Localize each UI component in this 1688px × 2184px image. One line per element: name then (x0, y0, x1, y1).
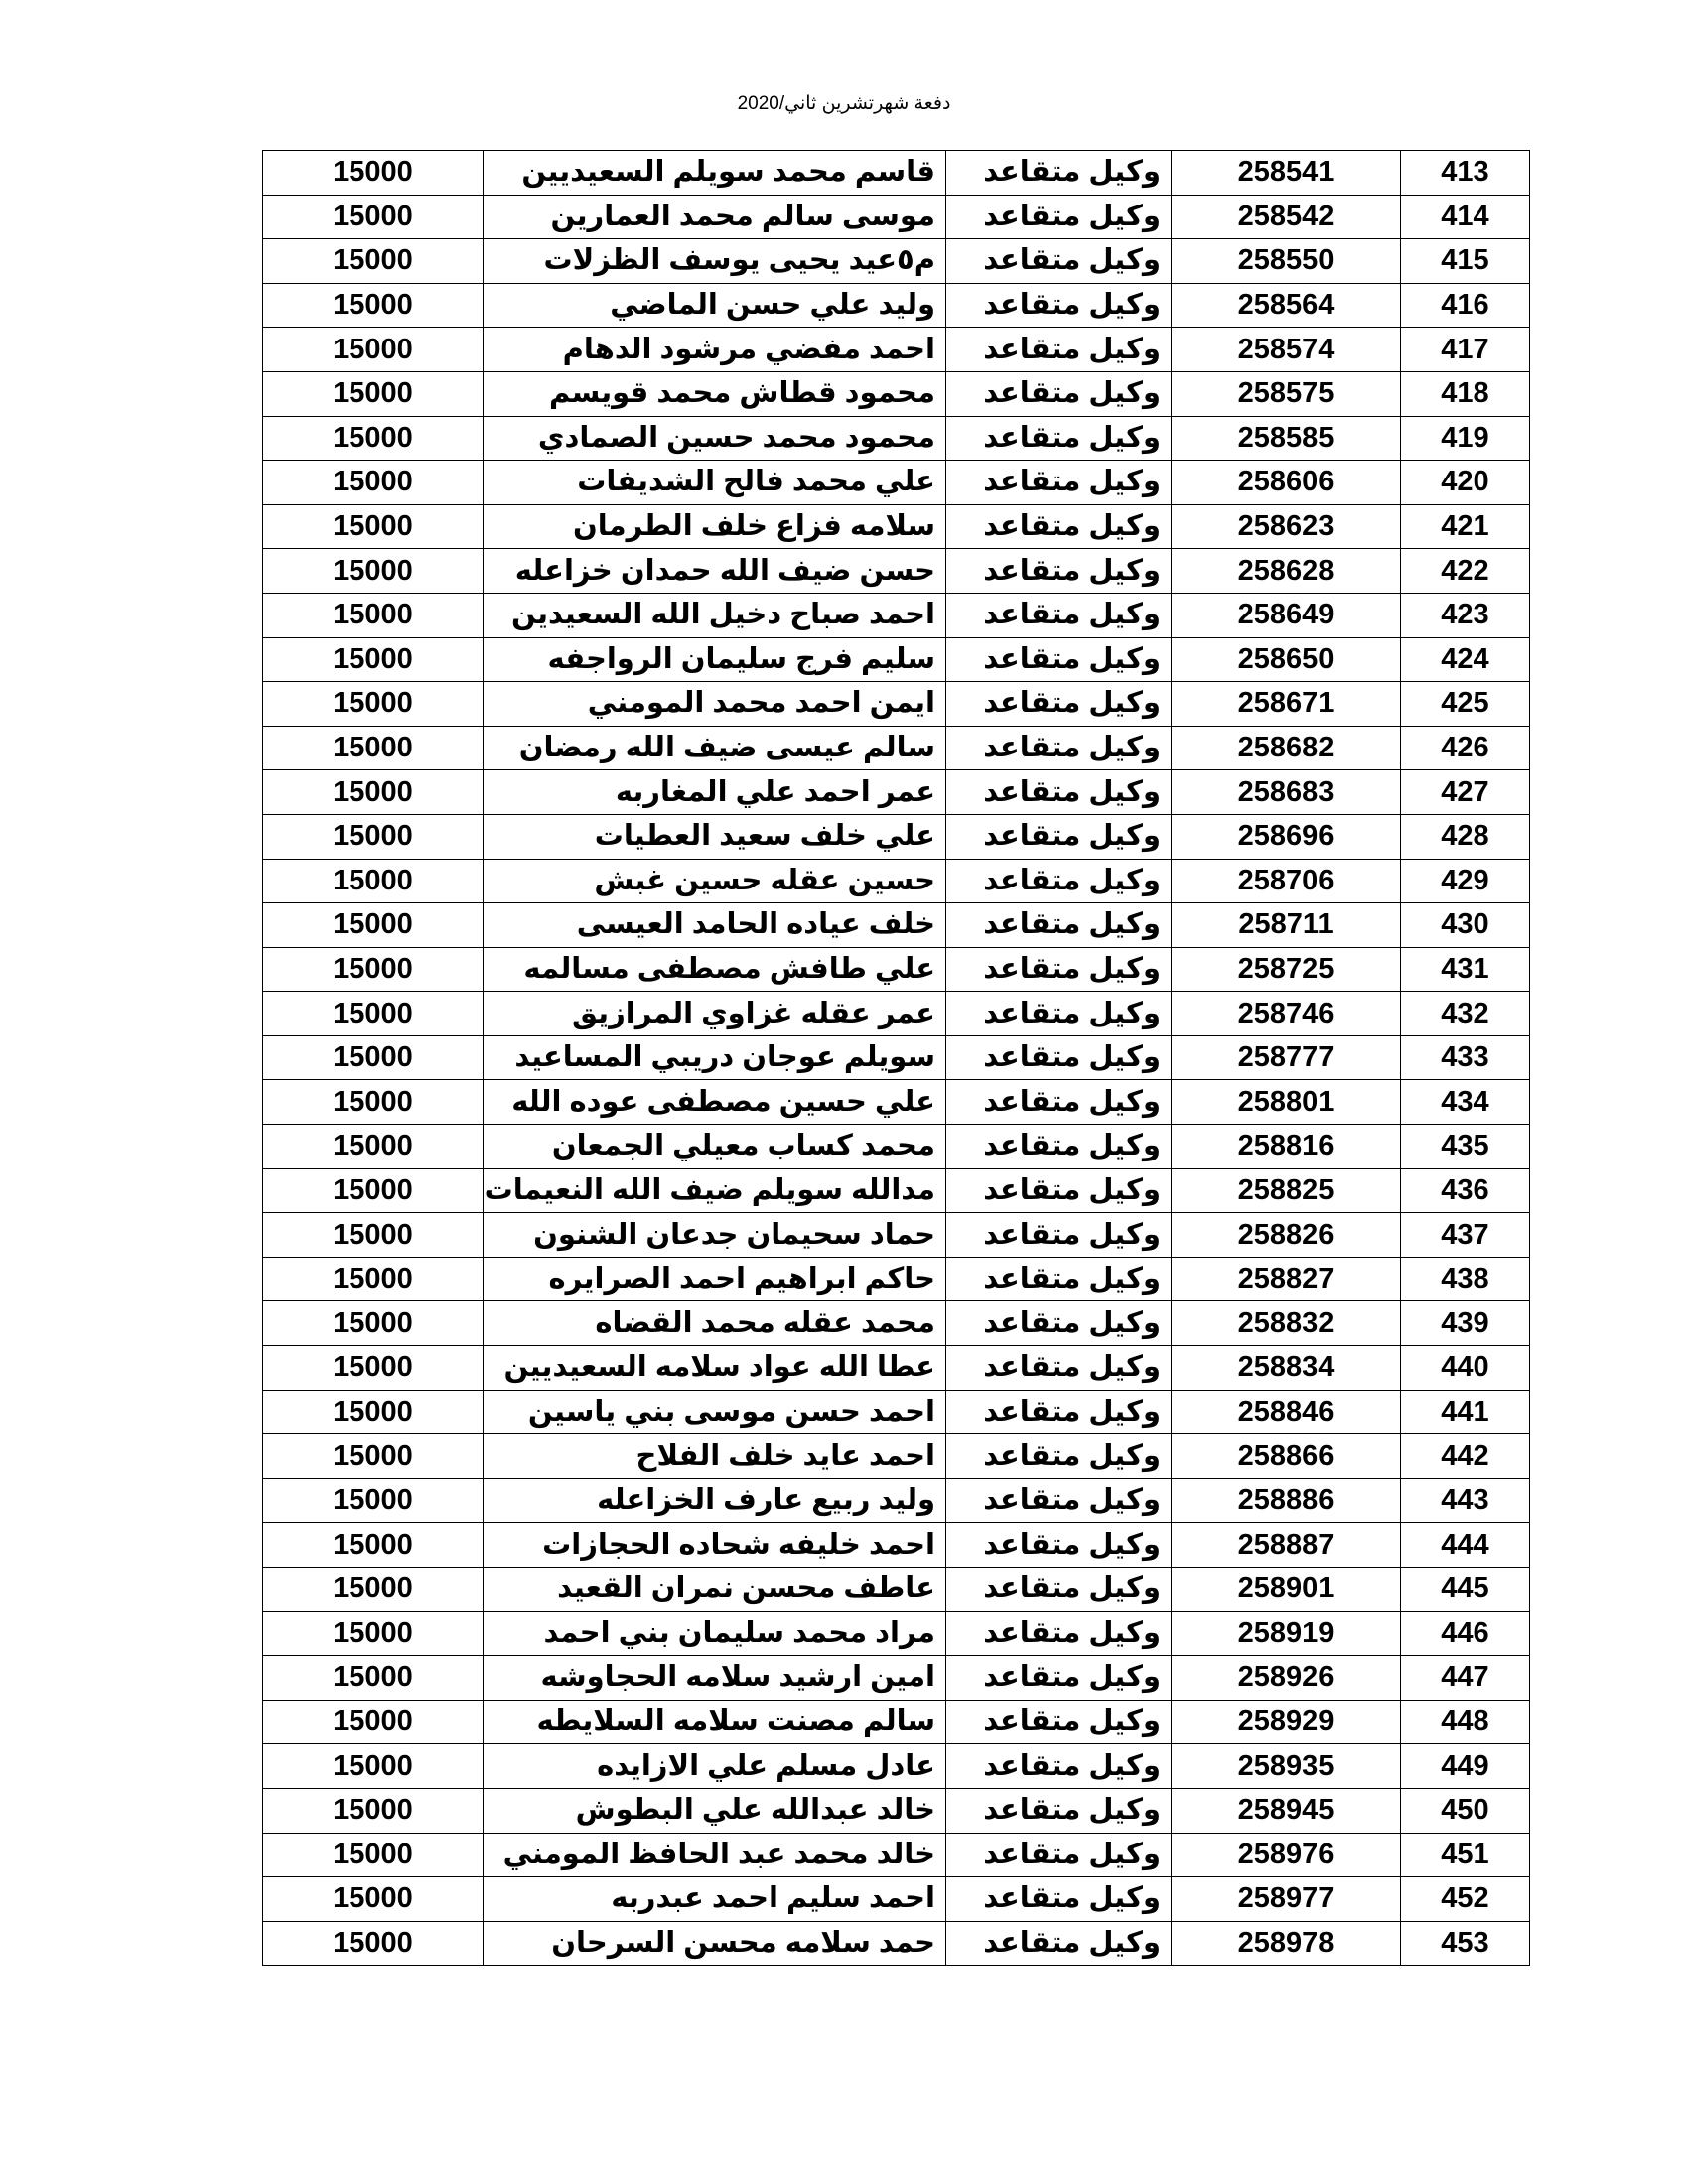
role-cell: وكيل متقاعد (946, 682, 1172, 727)
id-number-cell: 258978 (1172, 1921, 1401, 1966)
id-number-cell: 258564 (1172, 283, 1401, 328)
id-number-cell: 258650 (1172, 637, 1401, 682)
table-row (263, 151, 1530, 196)
name-cell: احمد خليفه شحاده الحجازات (484, 1523, 946, 1568)
table-row (263, 903, 1530, 948)
name-cell: محمود قطاش محمد قويسم (484, 371, 946, 416)
id-number-cell: 258711 (1172, 903, 1401, 948)
role-cell: وكيل متقاعد (946, 1877, 1172, 1922)
table-row (263, 992, 1530, 1036)
table-row (263, 1035, 1530, 1080)
amount-cell: 15000 (263, 1700, 484, 1744)
id-number-cell: 258606 (1172, 461, 1401, 505)
serial-number-cell: 428 (1401, 814, 1530, 859)
name-cell: عطا الله عواد سلامه السعيديين (484, 1346, 946, 1391)
role-cell: وكيل متقاعد (946, 461, 1172, 505)
amount-cell: 15000 (263, 195, 484, 239)
serial-number-cell: 419 (1401, 416, 1530, 461)
id-number-cell: 258706 (1172, 859, 1401, 903)
name-cell: احمد صباح دخيل الله السعيدين (484, 593, 946, 637)
id-number-cell: 258834 (1172, 1346, 1401, 1391)
table-row (263, 637, 1530, 682)
table-row (263, 859, 1530, 903)
table-row (263, 371, 1530, 416)
role-cell: وكيل متقاعد (946, 239, 1172, 284)
amount-cell: 15000 (263, 682, 484, 727)
roster-body (263, 151, 1530, 1966)
id-number-cell: 258926 (1172, 1656, 1401, 1701)
table-row (263, 1568, 1530, 1612)
role-cell: وكيل متقاعد (946, 1656, 1172, 1701)
serial-number-cell: 433 (1401, 1035, 1530, 1080)
amount-cell: 15000 (263, 1080, 484, 1125)
role-cell: وكيل متقاعد (946, 549, 1172, 594)
amount-cell: 15000 (263, 1301, 484, 1346)
table-row (263, 1125, 1530, 1169)
role-cell: وكيل متقاعد (946, 992, 1172, 1036)
amount-cell: 15000 (263, 1877, 484, 1922)
serial-number-cell: 415 (1401, 239, 1530, 284)
page-header: دفعة شهرتشرين ثاني/2020 (737, 93, 951, 114)
id-number-cell: 258826 (1172, 1213, 1401, 1258)
name-cell: حمد سلامه محسن السرحان (484, 1921, 946, 1966)
serial-number-cell: 422 (1401, 549, 1530, 594)
serial-number-cell: 435 (1401, 1125, 1530, 1169)
table-row (263, 328, 1530, 372)
name-cell: علي خلف سعيد العطيات (484, 814, 946, 859)
name-cell: سويلم عوجان دريبي المساعيد (484, 1035, 946, 1080)
role-cell: وكيل متقاعد (946, 1035, 1172, 1080)
amount-cell: 15000 (263, 593, 484, 637)
id-number-cell: 258901 (1172, 1568, 1401, 1612)
serial-number-cell: 443 (1401, 1478, 1530, 1523)
role-cell: وكيل متقاعد (946, 371, 1172, 416)
name-cell: عمر عقله غزاوي المرازيق (484, 992, 946, 1036)
serial-number-cell: 418 (1401, 371, 1530, 416)
amount-cell: 15000 (263, 504, 484, 549)
serial-number-cell: 446 (1401, 1611, 1530, 1656)
table-row (263, 814, 1530, 859)
serial-number-cell: 427 (1401, 770, 1530, 815)
name-cell: عمر احمد علي المغاربه (484, 770, 946, 815)
role-cell: وكيل متقاعد (946, 1346, 1172, 1391)
amount-cell: 15000 (263, 549, 484, 594)
id-number-cell: 258886 (1172, 1478, 1401, 1523)
amount-cell: 15000 (263, 328, 484, 372)
serial-number-cell: 424 (1401, 637, 1530, 682)
serial-number-cell: 440 (1401, 1346, 1530, 1391)
amount-cell: 15000 (263, 1346, 484, 1391)
id-number-cell: 258696 (1172, 814, 1401, 859)
amount-cell: 15000 (263, 637, 484, 682)
amount-cell: 15000 (263, 1257, 484, 1301)
name-cell: سليم فرج سليمان الرواجفه (484, 637, 946, 682)
role-cell: وكيل متقاعد (946, 593, 1172, 637)
table-row (263, 1833, 1530, 1877)
table-row (263, 682, 1530, 727)
role-cell: وكيل متقاعد (946, 1434, 1172, 1479)
id-number-cell: 258623 (1172, 504, 1401, 549)
role-cell: وكيل متقاعد (946, 1390, 1172, 1434)
amount-cell: 15000 (263, 371, 484, 416)
amount-cell: 15000 (263, 726, 484, 770)
amount-cell: 15000 (263, 1035, 484, 1080)
serial-number-cell: 436 (1401, 1168, 1530, 1213)
table-row (263, 1168, 1530, 1213)
amount-cell: 15000 (263, 859, 484, 903)
amount-cell: 15000 (263, 814, 484, 859)
table-row (263, 770, 1530, 815)
amount-cell: 15000 (263, 283, 484, 328)
table-row (263, 283, 1530, 328)
id-number-cell: 258542 (1172, 195, 1401, 239)
id-number-cell: 258866 (1172, 1434, 1401, 1479)
id-number-cell: 258929 (1172, 1700, 1401, 1744)
name-cell: احمد حسن موسى بني ياسين (484, 1390, 946, 1434)
id-number-cell: 258746 (1172, 992, 1401, 1036)
amount-cell: 15000 (263, 416, 484, 461)
role-cell: وكيل متقاعد (946, 1744, 1172, 1789)
id-number-cell: 258649 (1172, 593, 1401, 637)
role-cell: وكيل متقاعد (946, 328, 1172, 372)
table-row (263, 1700, 1530, 1744)
serial-number-cell: 448 (1401, 1700, 1530, 1744)
name-cell: خالد عبدالله علي البطوش (484, 1788, 946, 1833)
name-cell: وليد ربيع عارف الخزاعله (484, 1478, 946, 1523)
name-cell: حسن ضيف الله حمدان خزاعله (484, 549, 946, 594)
role-cell: وكيل متقاعد (946, 637, 1172, 682)
role-cell: وكيل متقاعد (946, 1257, 1172, 1301)
name-cell: محمد كساب معيلي الجمعان (484, 1125, 946, 1169)
table-row (263, 1301, 1530, 1346)
serial-number-cell: 426 (1401, 726, 1530, 770)
id-number-cell: 258777 (1172, 1035, 1401, 1080)
serial-number-cell: 431 (1401, 947, 1530, 992)
table-row (263, 1656, 1530, 1701)
amount-cell: 15000 (263, 1611, 484, 1656)
table-row (263, 947, 1530, 992)
table-row (263, 195, 1530, 239)
table-row (263, 1478, 1530, 1523)
role-cell: وكيل متقاعد (946, 947, 1172, 992)
role-cell: وكيل متقاعد (946, 195, 1172, 239)
role-cell: وكيل متقاعد (946, 1788, 1172, 1833)
id-number-cell: 258574 (1172, 328, 1401, 372)
serial-number-cell: 452 (1401, 1877, 1530, 1922)
id-number-cell: 258945 (1172, 1788, 1401, 1833)
name-cell: قاسم محمد سويلم السعيديين (484, 151, 946, 196)
role-cell: وكيل متقاعد (946, 1168, 1172, 1213)
serial-number-cell: 430 (1401, 903, 1530, 948)
serial-number-cell: 414 (1401, 195, 1530, 239)
amount-cell: 15000 (263, 1921, 484, 1966)
id-number-cell: 258887 (1172, 1523, 1401, 1568)
amount-cell: 15000 (263, 1478, 484, 1523)
table-row (263, 1390, 1530, 1434)
role-cell: وكيل متقاعد (946, 814, 1172, 859)
name-cell: حماد سحيمان جدعان الشنون (484, 1213, 946, 1258)
name-cell: علي حسين مصطفى عوده الله (484, 1080, 946, 1125)
table-row (263, 239, 1530, 284)
table-row (263, 549, 1530, 594)
table-row (263, 593, 1530, 637)
amount-cell: 15000 (263, 151, 484, 196)
id-number-cell: 258935 (1172, 1744, 1401, 1789)
role-cell: وكيل متقاعد (946, 1568, 1172, 1612)
role-cell: وكيل متقاعد (946, 1478, 1172, 1523)
table-row (263, 1213, 1530, 1258)
table-row (263, 1877, 1530, 1922)
role-cell: وكيل متقاعد (946, 1125, 1172, 1169)
id-number-cell: 258977 (1172, 1877, 1401, 1922)
id-number-cell: 258832 (1172, 1301, 1401, 1346)
serial-number-cell: 438 (1401, 1257, 1530, 1301)
id-number-cell: 258541 (1172, 151, 1401, 196)
name-cell: سالم عيسى ضيف الله رمضان (484, 726, 946, 770)
id-number-cell: 258801 (1172, 1080, 1401, 1125)
name-cell: علي طافش مصطفى مسالمه (484, 947, 946, 992)
name-cell: احمد سليم احمد عبدربه (484, 1877, 946, 1922)
serial-number-cell: 442 (1401, 1434, 1530, 1479)
id-number-cell: 258550 (1172, 239, 1401, 284)
name-cell: عادل مسلم علي الازايده (484, 1744, 946, 1789)
role-cell: وكيل متقاعد (946, 859, 1172, 903)
serial-number-cell: 437 (1401, 1213, 1530, 1258)
serial-number-cell: 445 (1401, 1568, 1530, 1612)
role-cell: وكيل متقاعد (946, 1700, 1172, 1744)
amount-cell: 15000 (263, 1434, 484, 1479)
id-number-cell: 258575 (1172, 371, 1401, 416)
name-cell: محمود محمد حسين الصمادي (484, 416, 946, 461)
name-cell: احمد عايد خلف الفلاح (484, 1434, 946, 1479)
serial-number-cell: 453 (1401, 1921, 1530, 1966)
serial-number-cell: 420 (1401, 461, 1530, 505)
amount-cell: 15000 (263, 770, 484, 815)
table-row (263, 1434, 1530, 1479)
name-cell: عاطف محسن نمران القعيد (484, 1568, 946, 1612)
id-number-cell: 258919 (1172, 1611, 1401, 1656)
serial-number-cell: 451 (1401, 1833, 1530, 1877)
serial-number-cell: 432 (1401, 992, 1530, 1036)
amount-cell: 15000 (263, 1523, 484, 1568)
serial-number-cell: 447 (1401, 1656, 1530, 1701)
table-row (263, 1080, 1530, 1125)
name-cell: علي محمد فالح الشديفات (484, 461, 946, 505)
role-cell: وكيل متقاعد (946, 1611, 1172, 1656)
name-cell: ايمن احمد محمد المومني (484, 682, 946, 727)
serial-number-cell: 441 (1401, 1390, 1530, 1434)
role-cell: وكيل متقاعد (946, 504, 1172, 549)
id-number-cell: 258628 (1172, 549, 1401, 594)
role-cell: وكيل متقاعد (946, 1301, 1172, 1346)
table-row (263, 1346, 1530, 1391)
role-cell: وكيل متقاعد (946, 1921, 1172, 1966)
roster-table (262, 150, 1530, 1966)
table-row (263, 461, 1530, 505)
serial-number-cell: 423 (1401, 593, 1530, 637)
id-number-cell: 258585 (1172, 416, 1401, 461)
name-cell: امين ارشيد سلامه الحجاوشه (484, 1656, 946, 1701)
serial-number-cell: 425 (1401, 682, 1530, 727)
name-cell: سلامه فزاع خلف الطرمان (484, 504, 946, 549)
amount-cell: 15000 (263, 947, 484, 992)
amount-cell: 15000 (263, 1833, 484, 1877)
amount-cell: 15000 (263, 1788, 484, 1833)
table-row (263, 1921, 1530, 1966)
table-row (263, 1523, 1530, 1568)
name-cell: سالم مصنت سلامه السلايطه (484, 1700, 946, 1744)
role-cell: وكيل متقاعد (946, 1213, 1172, 1258)
id-number-cell: 258683 (1172, 770, 1401, 815)
table-row (263, 1744, 1530, 1789)
name-cell: م٥عيد يحيى يوسف الظزلات (484, 239, 946, 284)
serial-number-cell: 429 (1401, 859, 1530, 903)
amount-cell: 15000 (263, 1213, 484, 1258)
role-cell: وكيل متقاعد (946, 1080, 1172, 1125)
table-row (263, 1611, 1530, 1656)
table-row (263, 416, 1530, 461)
role-cell: وكيل متقاعد (946, 1523, 1172, 1568)
table-row (263, 1257, 1530, 1301)
role-cell: وكيل متقاعد (946, 416, 1172, 461)
amount-cell: 15000 (263, 1390, 484, 1434)
table-row (263, 1788, 1530, 1833)
serial-number-cell: 439 (1401, 1301, 1530, 1346)
role-cell: وكيل متقاعد (946, 1833, 1172, 1877)
serial-number-cell: 413 (1401, 151, 1530, 196)
role-cell: وكيل متقاعد (946, 770, 1172, 815)
name-cell: احمد مفضي مرشود الدهام (484, 328, 946, 372)
id-number-cell: 258816 (1172, 1125, 1401, 1169)
amount-cell: 15000 (263, 992, 484, 1036)
serial-number-cell: 434 (1401, 1080, 1530, 1125)
id-number-cell: 258825 (1172, 1168, 1401, 1213)
serial-number-cell: 416 (1401, 283, 1530, 328)
amount-cell: 15000 (263, 1125, 484, 1169)
name-cell: موسى سالم محمد العمارين (484, 195, 946, 239)
name-cell: مراد محمد سليمان بني احمد (484, 1611, 946, 1656)
amount-cell: 15000 (263, 1744, 484, 1789)
id-number-cell: 258725 (1172, 947, 1401, 992)
serial-number-cell: 417 (1401, 328, 1530, 372)
role-cell: وكيل متقاعد (946, 283, 1172, 328)
name-cell: حسين عقله حسين غبش (484, 859, 946, 903)
name-cell: وليد علي حسن الماضي (484, 283, 946, 328)
role-cell: وكيل متقاعد (946, 903, 1172, 948)
table-row (263, 726, 1530, 770)
amount-cell: 15000 (263, 461, 484, 505)
serial-number-cell: 449 (1401, 1744, 1530, 1789)
name-cell: مدالله سويلم ضيف الله النعيمات (484, 1168, 946, 1213)
id-number-cell: 258846 (1172, 1390, 1401, 1434)
table-row (263, 504, 1530, 549)
name-cell: خلف عياده الحامد العيسى (484, 903, 946, 948)
serial-number-cell: 421 (1401, 504, 1530, 549)
amount-cell: 15000 (263, 239, 484, 284)
name-cell: خالد محمد عبد الحافظ المومني (484, 1833, 946, 1877)
role-cell: وكيل متقاعد (946, 726, 1172, 770)
amount-cell: 15000 (263, 1656, 484, 1701)
amount-cell: 15000 (263, 1168, 484, 1213)
id-number-cell: 258827 (1172, 1257, 1401, 1301)
serial-number-cell: 444 (1401, 1523, 1530, 1568)
id-number-cell: 258682 (1172, 726, 1401, 770)
name-cell: حاكم ابراهيم احمد الصرايره (484, 1257, 946, 1301)
amount-cell: 15000 (263, 903, 484, 948)
role-cell: وكيل متقاعد (946, 151, 1172, 196)
id-number-cell: 258671 (1172, 682, 1401, 727)
amount-cell: 15000 (263, 1568, 484, 1612)
name-cell: محمد عقله محمد القضاه (484, 1301, 946, 1346)
id-number-cell: 258976 (1172, 1833, 1401, 1877)
serial-number-cell: 450 (1401, 1788, 1530, 1833)
